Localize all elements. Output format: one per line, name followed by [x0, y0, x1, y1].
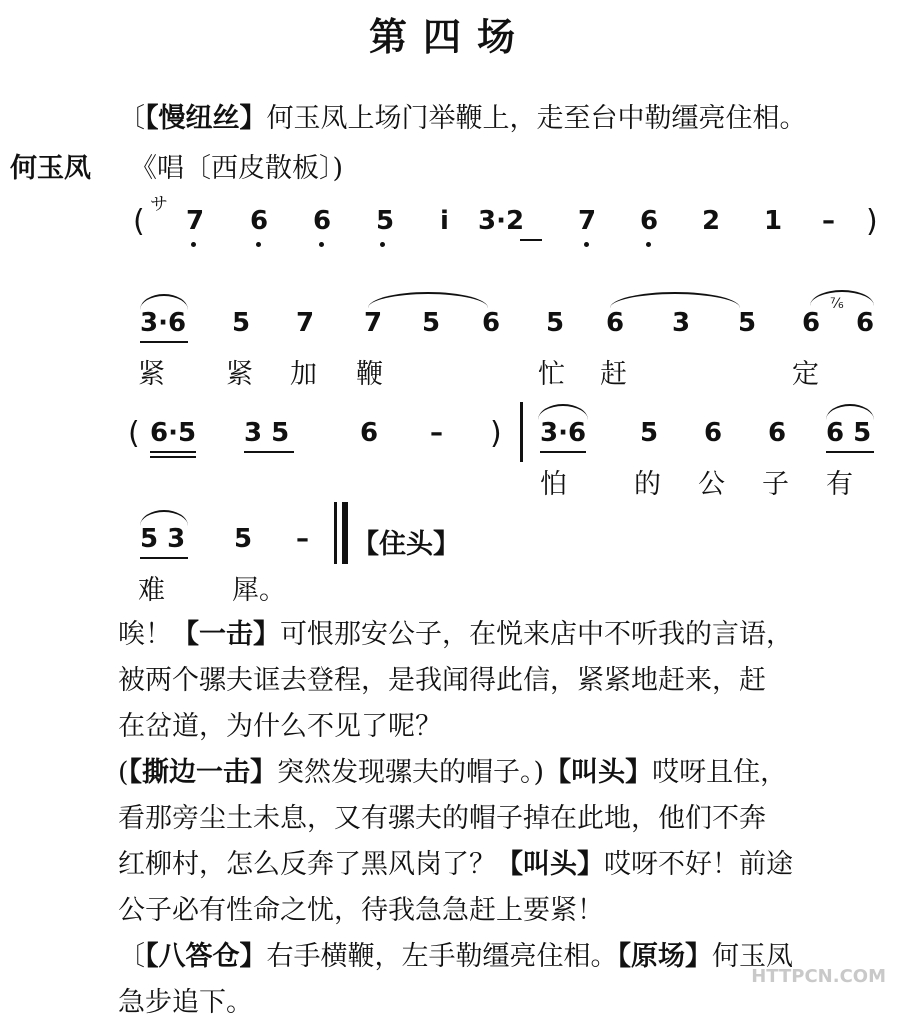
note: 5 [640, 418, 659, 448]
lyric: 难 [138, 575, 165, 606]
note: 6 [313, 206, 332, 236]
note: 5 3 [140, 524, 186, 554]
beat-underline [150, 451, 196, 453]
paren-open: ( [133, 204, 145, 239]
octave-dot [380, 242, 385, 247]
dialogue-block [118, 612, 888, 1026]
stage-direction [118, 96, 807, 135]
stage-text: 右手横鞭，左手勒缰亮住相。 [266, 941, 618, 972]
dialogue-text: 哎呀且住， [652, 757, 788, 788]
beat-underline [140, 557, 188, 559]
notation-row-2 [0, 296, 900, 348]
note: – [822, 206, 835, 236]
stage-text: 何玉凤上场门举鞭上，走至台中勒缰亮住相。 [266, 103, 807, 134]
lyric: 加 [290, 359, 317, 390]
lyric: 的 [634, 469, 661, 500]
note: – [430, 418, 443, 448]
note: 6 [768, 418, 787, 448]
dialogue-line [118, 750, 888, 796]
note: 6·5 [150, 418, 197, 448]
slur [610, 292, 740, 308]
note: 3·2 [478, 206, 525, 236]
octave-dot [646, 242, 651, 247]
note: i [440, 206, 449, 236]
lyric: 有 [826, 469, 853, 500]
note: 5 [546, 308, 565, 338]
note: 7 [364, 308, 383, 338]
lyric: 怕 [540, 469, 567, 500]
beat-underline [540, 451, 586, 453]
octave-dot [584, 242, 589, 247]
note: 6 [482, 308, 501, 338]
paren-close: ) [490, 416, 502, 451]
dialogue-line: 急步追下。 [118, 987, 253, 1018]
page-title: 第四场 [368, 14, 531, 59]
lyric: 赶 [600, 359, 627, 390]
dialogue-text: 唉！ [118, 619, 172, 650]
beat-underline [826, 451, 874, 453]
lyric: 定 [792, 359, 819, 390]
notation-row-1 [0, 194, 900, 246]
percussion-cue: 【叫头】 [544, 757, 653, 788]
beat-underline [140, 341, 188, 343]
beat-underline [244, 451, 294, 453]
stage-text: 何玉凤 [712, 941, 793, 972]
note: 7 [296, 308, 315, 338]
percussion-cue: 【慢纽丝】 [145, 103, 267, 134]
bracket-open: 〔 [118, 941, 145, 972]
dialogue-line: 被两个骡夫诓去登程，是我闻得此信，紧紧地赶来，赶 [118, 665, 766, 696]
note: 6 [250, 206, 269, 236]
note: 3·6 [540, 418, 587, 448]
note: – [296, 524, 309, 554]
grace-note: ⁷⁄₆ [830, 296, 844, 312]
octave-dot [256, 242, 261, 247]
note: 3·6 [140, 308, 187, 338]
dialogue-line: 在岔道，为什么不见了呢？ [118, 711, 442, 742]
note: 3 5 [244, 418, 290, 448]
percussion-cue: 【撕边一击】 [128, 757, 278, 788]
stage-text: 突然发现骡夫的帽子。) [277, 757, 545, 788]
note: 6 [856, 308, 875, 338]
dialogue-line [118, 612, 888, 658]
lyric: 子 [762, 469, 789, 500]
bar-line [520, 402, 523, 462]
note: 2 [702, 206, 721, 236]
octave-dot [319, 242, 324, 247]
paren-close: ) [866, 204, 878, 239]
note: 6 [640, 206, 659, 236]
lyric: 公 [698, 469, 725, 500]
note: 6 5 [826, 418, 872, 448]
note: 7 [186, 206, 205, 236]
final-bar-line [342, 502, 348, 564]
lyric: 紧 [226, 359, 253, 390]
note: 6 [704, 418, 723, 448]
note: 6 [802, 308, 821, 338]
notation-row-3 [0, 418, 900, 458]
percussion-cue: 【一击】 [172, 619, 280, 650]
note: 6 [360, 418, 379, 448]
watermark: HTTPCN.COM [751, 966, 886, 987]
dialogue-text: 红柳村，怎么反奔了黑风岗了？ [118, 849, 496, 880]
final-bar-line [334, 502, 337, 564]
note: 5 [376, 206, 395, 236]
beat-underline [520, 239, 542, 241]
free-meter-mark: サ [150, 194, 168, 215]
dialogue-line: 公子必有性命之忧，待我急急赶上要紧！ [118, 895, 604, 926]
lyric: 紧 [138, 359, 165, 390]
note: 5 [234, 524, 253, 554]
paren-open: ( [128, 416, 140, 451]
octave-dot [191, 242, 196, 247]
dialogue-line: 看那旁尘土未息，又有骡夫的帽子掉在此地，他们不奔 [118, 803, 766, 834]
percussion-cue: 【叫头】 [496, 849, 604, 880]
dialogue-text: 哎呀不好！前途 [604, 849, 793, 880]
note: 6 [606, 308, 625, 338]
dialogue-line [118, 842, 888, 888]
note: 5 [422, 308, 441, 338]
note: 7 [578, 206, 597, 236]
paren-open: ( [118, 757, 129, 788]
dialogue-text: 可恨那安公子，在悦来店中不听我的言语， [280, 619, 793, 650]
lyric: 鞭 [356, 359, 383, 390]
slur [368, 292, 488, 308]
lyric: 犀。 [232, 575, 286, 606]
percussion-cue: 【原场】 [617, 941, 712, 972]
beat-underline [150, 456, 196, 458]
lyric: 忙 [538, 359, 565, 390]
bracket-open: 〔 [118, 103, 145, 134]
percussion-cue: 【八答仓】 [145, 941, 267, 972]
aria-marking: 《唱〔西皮散板〕) [130, 153, 344, 184]
percussion-cue: 【住头】 [352, 529, 460, 560]
note: 5 [232, 308, 251, 338]
note: 1 [764, 206, 783, 236]
note: 3 [672, 308, 691, 338]
speaker-name: 何玉凤 [10, 153, 91, 184]
note: 5 [738, 308, 757, 338]
